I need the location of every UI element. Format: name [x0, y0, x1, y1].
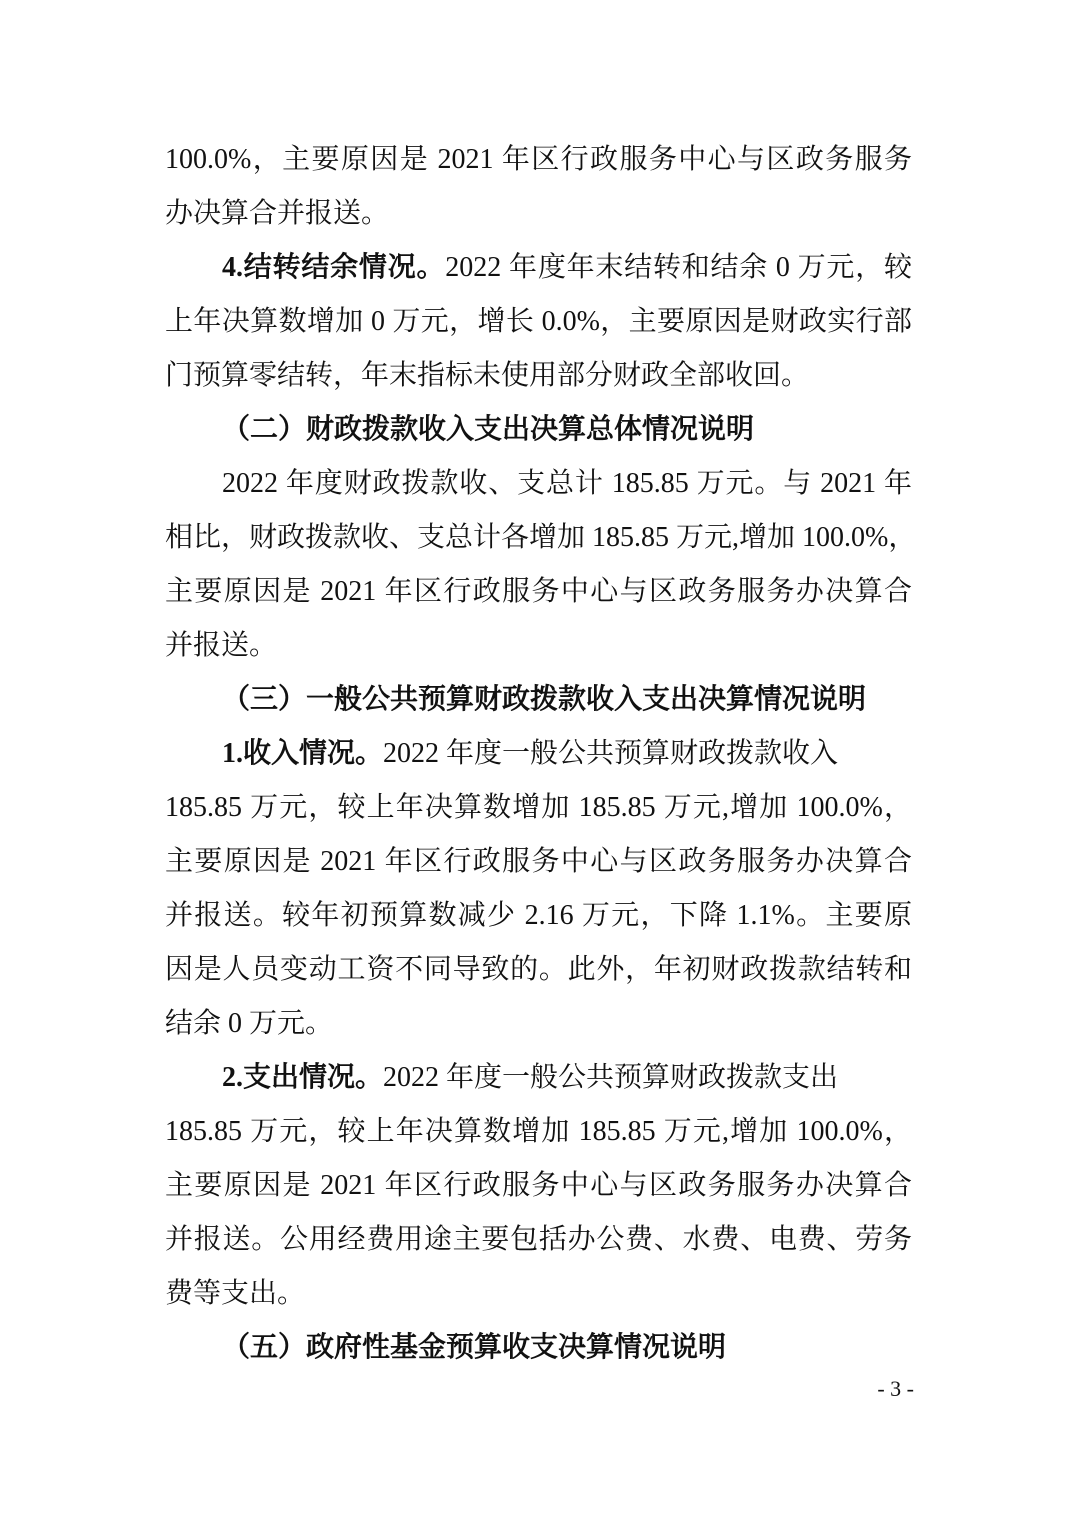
text-line: 相比，财政拨款收、支总计各增加 185.85 万元,增加 100.0%， — [165, 522, 917, 553]
heading-line: （五）政府性基金预算收支决算情况说明 — [222, 1332, 727, 1363]
text-line: 并报送。 — [165, 630, 278, 661]
text-line: 因是人员变动工资不同导致的。此外，年初财政拨款结转和 — [165, 954, 912, 985]
text-line: 并报送。较年初预算数减少 2.16 万元，下降 1.1%。主要原 — [165, 900, 912, 931]
text-line: 费等支出。 — [165, 1278, 306, 1309]
page-number: - 3 - — [877, 1376, 914, 1401]
text-line: 门预算零结转，年末指标未使用部分财政全部收回。 — [165, 360, 810, 391]
text-line: 1.收入情况。2022 年度一般公共预算财政拨款收入 — [222, 738, 839, 769]
heading-line: （二）财政拨款收入支出决算总体情况说明 — [222, 414, 755, 445]
text-line: 4.结转结余情况。2022 年度年末结转和结余 0 万元，较 — [222, 252, 912, 283]
text-line: 主要原因是 2021 年区行政服务中心与区政务服务办决算合 — [165, 1170, 912, 1201]
text-line: 185.85 万元，较上年决算数增加 185.85 万元,增加 100.0%， — [165, 792, 912, 823]
text-line: 185.85 万元，较上年决算数增加 185.85 万元,增加 100.0%， — [165, 1116, 912, 1147]
document-body — [165, 133, 917, 1375]
bold-run: 1.收入情况。 — [222, 738, 384, 769]
text-line: 并报送。公用经费用途主要包括办公费、水费、电费、劳务 — [165, 1224, 912, 1255]
heading-line: （三）一般公共预算财政拨款收入支出决算情况说明 — [222, 684, 867, 715]
text-line: 结余 0 万元。 — [165, 1008, 334, 1039]
bold-run: 4.结转结余情况。 — [222, 252, 446, 283]
text-line: 100.0%，主要原因是 2021 年区行政服务中心与区政务服务 — [165, 144, 912, 175]
bold-run: 2.支出情况。 — [222, 1062, 384, 1093]
text-line: 办决算合并报送。 — [165, 198, 390, 229]
text-line: 主要原因是 2021 年区行政服务中心与区政务服务办决算合 — [165, 846, 912, 877]
text-line: 2022 年度财政拨款收、支总计 185.85 万元。与 2021 年 — [222, 468, 912, 499]
text-line: 上年决算数增加 0 万元，增长 0.0%，主要原因是财政实行部 — [165, 306, 912, 337]
text-line: 主要原因是 2021 年区行政服务中心与区政务服务办决算合 — [165, 576, 912, 607]
text-line: 2.支出情况。2022 年度一般公共预算财政拨款支出 — [222, 1062, 839, 1093]
